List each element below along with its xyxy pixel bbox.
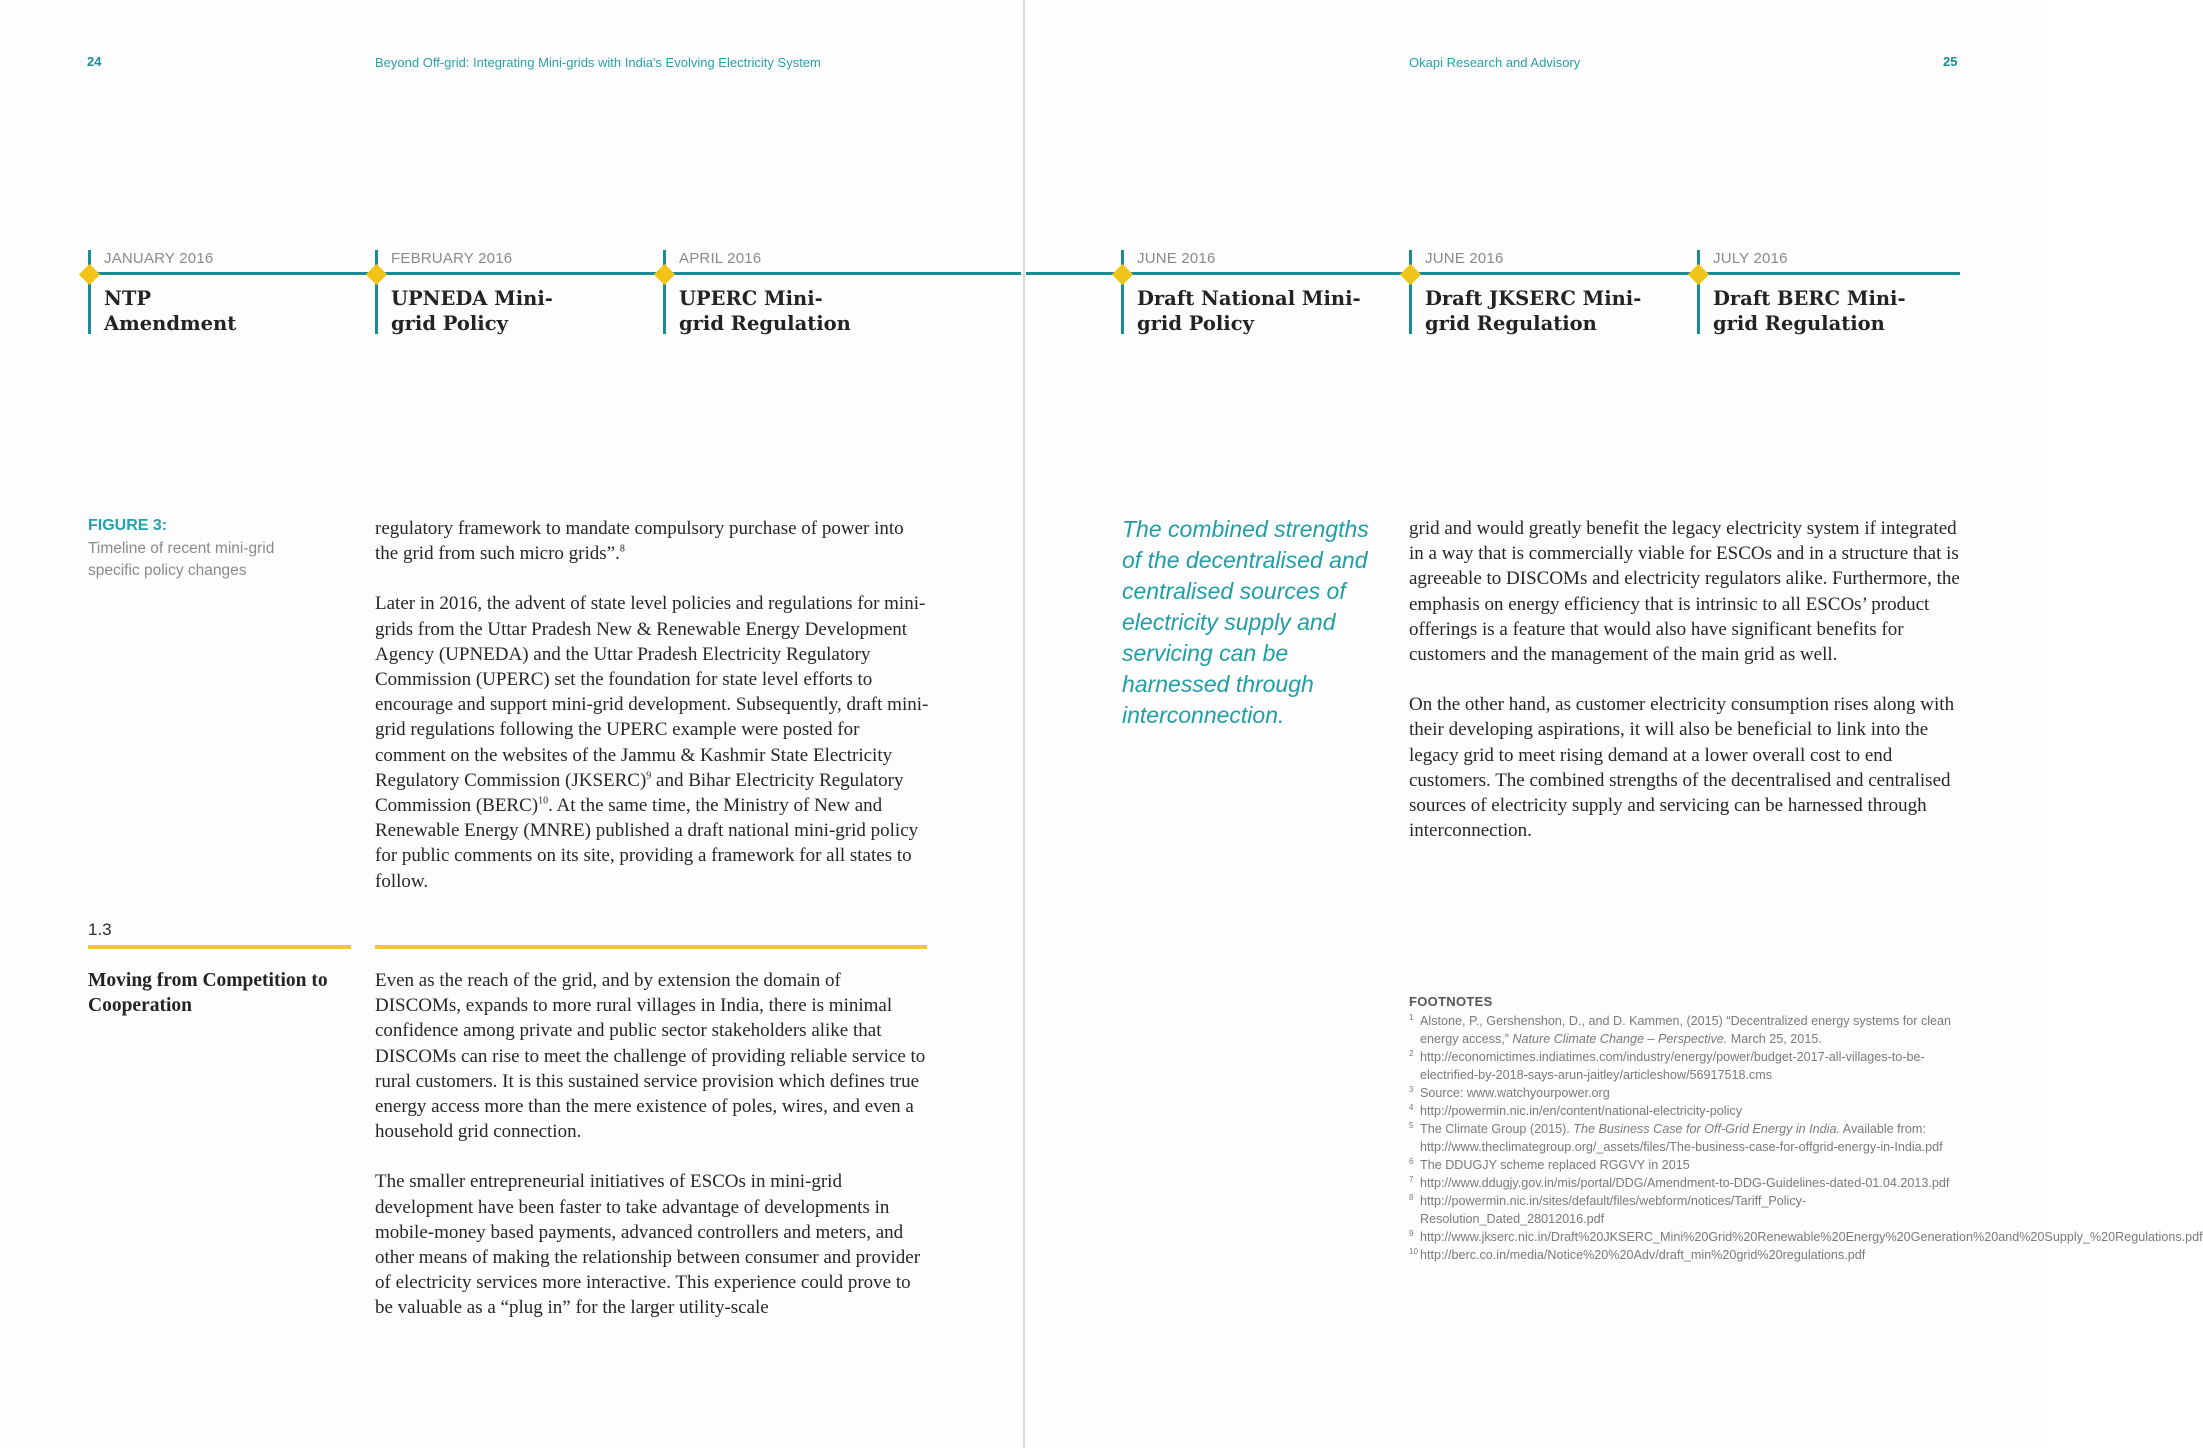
figure-label: FIGURE 3:: [88, 517, 168, 534]
footnote-number: 1: [1409, 1013, 1414, 1022]
footnotes-heading: FOOTNOTES: [1409, 994, 1493, 1009]
timeline-event-name: Draft National Mini-grid Policy: [1137, 287, 1361, 335]
footnote-text: The DDUGJY scheme replaced RGGVY in 2015: [1420, 1158, 1690, 1172]
footnote-text: The Climate Group (2015).: [1420, 1122, 1574, 1136]
right-body-column: [1409, 516, 1964, 843]
footnote-ref: 8: [619, 543, 625, 555]
right-running-title: Okapi Research and Advisory: [1409, 55, 1581, 70]
body-paragraph: [375, 591, 930, 893]
footnote: [1409, 1102, 1969, 1120]
footnote: [1409, 1084, 1969, 1102]
section-body-column: [375, 968, 930, 1321]
footnote: [1409, 1048, 1969, 1084]
timeline-event-date: JULY 2016: [1713, 250, 1788, 267]
body-text-run: Later in 2016, the advent of state level policies and regulations for mini-grids from the Uttar Pradesh New & Renewable Energy Development Agency (UPNEDA) and the Uttar Pradesh Electricity Regulatory Commission (UPERC) set the foundation for state level efforts to encourage and support mini-grid development. Subsequently, draft mini-grid regulations following the UPERC example were posted for comment on the websites of the Jammu & Kashmir State Electricity Regulatory Commission (JKSERC): [375, 593, 929, 791]
timeline-event-date: JANUARY 2016: [104, 250, 214, 267]
pull-quote: The combined strengths of the decentralised and centralised sources of electricity supply and servicing can be harnessed through interconnection.: [1122, 516, 1369, 728]
timeline-tick: [1409, 250, 1412, 334]
timeline-event-date: APRIL 2016: [679, 250, 762, 267]
timeline-event-date: JUNE 2016: [1137, 250, 1216, 267]
section-rule-short: [88, 945, 351, 949]
section-number: 1.3: [88, 920, 112, 939]
footnote-number: 4: [1409, 1103, 1414, 1112]
footnote-text: The Business Case for Off-Grid Energy in India.: [1573, 1122, 1840, 1136]
footnote-text: Alstone, P., Gershenshon, D., and D. Kammen, (2015) “Decentralized energy systems for clean energy access,”: [1420, 1014, 1952, 1046]
footnote: [1409, 1156, 1969, 1174]
footnote-number: 9: [1409, 1229, 1414, 1238]
timeline-event-name: Draft JKSERC Mini-grid Regulation: [1425, 287, 1642, 335]
left-page-number: 24: [87, 54, 102, 69]
body-paragraph: [375, 516, 930, 566]
right-page-number: 25: [1943, 54, 1958, 69]
timeline-line-right: [1026, 272, 1960, 275]
footnote-number: 10: [1409, 1247, 1418, 1256]
body-paragraph: The smaller entrepreneurial initiatives of ESCOs in mini-grid development have been faster to take advantage of developments in mobile-money based payments, advanced controllers and meters, and other means of making the relationship between consumer and provider of electricity services more interactive. This experience could prove to be valuable as a “plug in” for the larger utility-scale: [375, 1171, 921, 1319]
footnote-number: 3: [1409, 1085, 1414, 1094]
footnote-text: http://www.ddugjy.gov.in/mis/portal/DDG/Amendment-to-DDG-Guidelines-dated-01.04.2013.pdf: [1420, 1176, 1950, 1190]
timeline-event-date: FEBRUARY 2016: [391, 250, 513, 267]
left-body-column: [375, 516, 930, 894]
body-text-run: . At the same time, the Ministry of New and Renewable Energy (MNRE) published a draft national mini-grid policy for public comments on its site, providing a framework for all states to follow.: [375, 795, 919, 892]
section-rule-long: [375, 945, 927, 949]
footnote: [1409, 1174, 1969, 1192]
footnote-text: Available from: http://www.theclimategroup.org/_assets/files/The-business-case-for-offgrid-energy-in-India.pdf: [1420, 1122, 1943, 1154]
timeline-line-left: [88, 272, 1021, 275]
footnote: [1409, 1192, 1969, 1228]
footnote-text: http://economictimes.indiatimes.com/industry/energy/power/budget-2017-all-villages-to-be-electrified-by-2018-says-arun-jaitley/articleshow/56917518.cms: [1420, 1050, 1925, 1082]
footnote-text: March 25, 2015.: [1727, 1032, 1822, 1046]
footnote-text: Source: www.watchyourpower.org: [1420, 1086, 1610, 1100]
footnote: [1409, 1012, 1969, 1048]
footnote-number: 2: [1409, 1049, 1414, 1058]
footnote-text: http://powermin.nic.in/en/content/national-electricity-policy: [1420, 1104, 1742, 1118]
timeline-event-name: UPERC Mini-grid Regulation: [679, 287, 851, 335]
timeline-tick: [663, 250, 666, 334]
body-paragraph: grid and would greatly benefit the legacy electricity system if integrated in a way that is commercially viable for ESCOs and in a structure that is agreeable to DISCOMs and electricity regulators alike. Furthermore, the emphasis on energy efficiency that is intrinsic to all ESCOs’ product offerings is a feature that would also have significant benefits for customers and the management of the main grid as well.: [1409, 518, 1960, 666]
footnote-text: Nature Climate Change – Perspective.: [1512, 1032, 1728, 1046]
timeline-event-name: UPNEDA Mini-grid Policy: [391, 287, 553, 335]
footnote-ref: 10: [538, 795, 549, 807]
timeline-tick: [88, 250, 91, 334]
timeline-event-name: Draft BERC Mini-grid Regulation: [1713, 287, 1906, 335]
footnote: [1409, 1246, 1969, 1264]
footnote-number: 7: [1409, 1175, 1414, 1184]
timeline-event-name: NTP Amendment: [104, 287, 237, 335]
footnote: [1409, 1228, 2203, 1246]
timeline-tick: [1121, 250, 1124, 334]
section-title: Moving from Competition to Cooperation: [88, 970, 328, 1016]
left-running-title: Beyond Off-grid: Integrating Mini-grids with India's Evolving Electricity System: [375, 55, 821, 70]
timeline-tick: [1697, 250, 1700, 334]
footnote-ref: 9: [646, 770, 652, 782]
timeline-event-date: JUNE 2016: [1425, 250, 1504, 267]
footnote-text: http://berc.co.in/media/Notice%20%20Adv/draft_min%20grid%20regulations.pdf: [1420, 1248, 1866, 1262]
footnote-number: 5: [1409, 1121, 1414, 1130]
body-paragraph: On the other hand, as customer electricity consumption rises along with their developing aspirations, it will also be beneficial to link into the legacy grid to meet rising demand at a lower overall cost to end customers. The combined strengths of the decentralised and centralised sources of electricity supply and servicing can be harnessed through interconnection.: [1409, 694, 1955, 842]
footnote-text: http://powermin.nic.in/sites/default/files/webform/notices/Tariff_Policy-Resolution_Dated_28012016.pdf: [1420, 1194, 1807, 1226]
body-paragraph: Even as the reach of the grid, and by extension the domain of DISCOMs, expands to more rural villages in India, there is minimal confidence among private and public sector stakeholders alike that DISCOMs can rise to meet the challenge of providing reliable service to rural customers. It is this sustained service provision which defines true energy access more than the mere existence of poles, wires, and even a household grid connection.: [375, 970, 926, 1143]
body-text-run: regulatory framework to mandate compulsory purchase of power into the grid from such micro grids”.: [375, 518, 904, 565]
page-gutter: [1023, 0, 1025, 1448]
timeline-tick: [375, 250, 378, 334]
footnotes: [1409, 993, 2203, 1264]
footnote-number: 8: [1409, 1193, 1414, 1202]
figure-caption: Timeline of recent mini-grid specific policy changes: [88, 540, 275, 579]
body-text-run: and Bihar Electricity Regulatory Commission (BERC): [375, 769, 904, 817]
footnote-text: http://www.jkserc.nic.in/Draft%20JKSERC_Mini%20Grid%20Renewable%20Energy%20Generation%20and%20Supply_%20Regulations.pdf: [1420, 1230, 2203, 1244]
footnote-number: 6: [1409, 1157, 1414, 1166]
footnote: [1409, 1120, 1969, 1156]
